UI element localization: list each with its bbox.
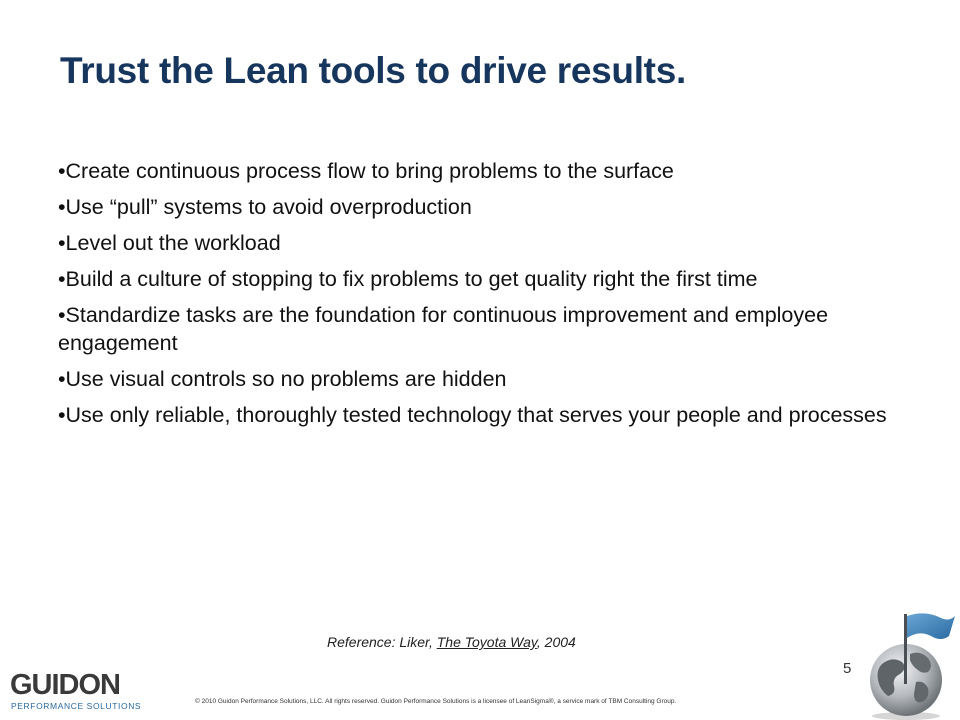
- guidon-logo: [10, 668, 150, 714]
- bullet-item: • Build a culture of stopping to fix problems to get quality right the first time: [58, 265, 888, 293]
- reference-prefix: Reference: Liker,: [327, 634, 437, 650]
- bullet-item: • Use visual controls so no problems are hidden: [58, 365, 888, 393]
- reference-book-title: The Toyota Way: [436, 634, 537, 650]
- bullet-item: • Use only reliable, thoroughly tested technology that serves your people and processes: [58, 401, 888, 429]
- bullet-item: • Level out the workload: [58, 229, 888, 257]
- page-number: 5: [843, 660, 852, 677]
- bullet-item: • Create continuous process flow to bring problems to the surface: [58, 157, 888, 185]
- bullet-item: • Standardize tasks are the foundation for continuous improvement and employee engagement: [58, 301, 888, 357]
- reference-suffix: , 2004: [536, 634, 576, 650]
- copyright-notice: © 2010 Guidon Performance Solutions, LLC. All rights reserved. Guidon Performance Solutions is a licensee of LeanSigma®, a service mark of TBM Consulting Group.: [195, 698, 677, 705]
- globe-with-flag-icon: [860, 608, 960, 720]
- bullet-item: • Use “pull” systems to avoid overproduction: [58, 193, 888, 221]
- logo-subtext: PERFORMANCE SOLUTIONS: [11, 701, 142, 711]
- slide-title: Trust the Lean tools to drive results.: [60, 50, 686, 91]
- reference-citation: [327, 634, 576, 650]
- bullet-list: [58, 157, 888, 437]
- logo-wordmark: GUIDON: [10, 669, 120, 701]
